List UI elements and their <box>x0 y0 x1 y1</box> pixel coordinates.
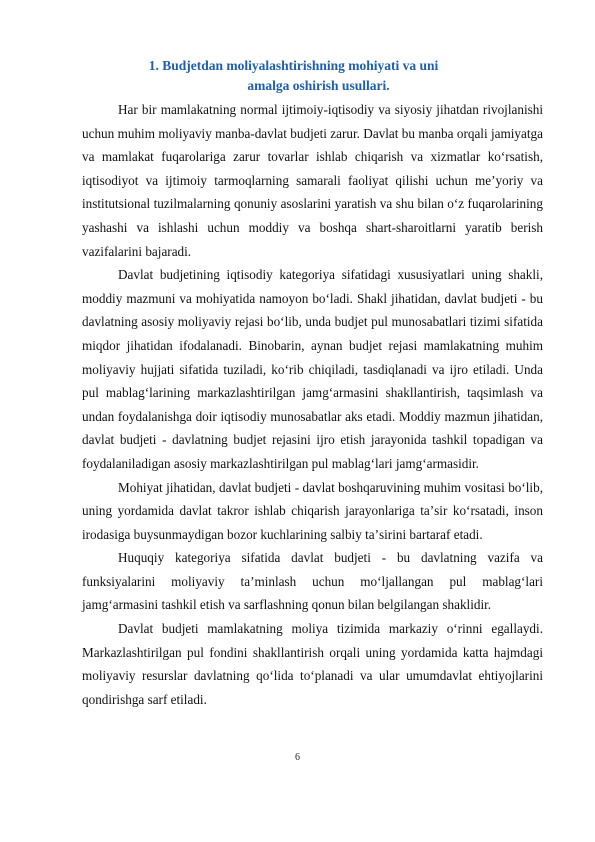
paragraph-4: Huquqiy kategoriya sifatida davlat budjeti - bu davlatning vazifa va funksiyalarini moliyaviy taʼminlash uchun moʻljallangan pul mablagʻlari jamgʻarmasini tashkil etish va sarflashning qonun bilan belgilangan shaklidir. <box>82 550 543 613</box>
paragraph-5: Davlat budjeti mamlakatning moliya tizimida markaziy oʻrinni egallaydi. Markazlashtirilgan pul fondini shakllantirish orqali uning yordamida katta hajmdagi moliyaviy resurslar davlatning qoʻlida toʻplanadi va ular umumdavlat ehtiyojlarini qondirishga sarf etiladi. <box>82 621 543 707</box>
paragraph-1: Har bir mamlakatning normal ijtimoiy-iqtisodiy va siyosiy jihatdan rivojlanishi uchun muhim moliyaviy manba-davlat budjeti zarur. Davlat bu manba orqali jamiyatga va mamlakat fuqarolariga zarur tovarlar ishlab chiqarish va xizmatlar koʻrsatish, iqtisodiyot va ijtimoiy tarmoqlarning samarali faoliyat qilishi uchun meʼyoriy va institutsional tuzilmalarning qonuniy asoslarini yaratish va shu bilan oʻz fuqarolarining yashashi va ishlashi uchun moddiy va boshqa shart-sharoitlarni yaratib berish vazifalarini bajaradi. <box>82 102 543 259</box>
page-number: 6 <box>295 752 300 763</box>
section-heading-line-1: 1. Budjetdan moliyalashtirishning mohiyati va uni <box>148 58 439 73</box>
section-heading <box>82 56 543 96</box>
paragraph-3: Mohiyat jihatidan, davlat budjeti - davlat boshqaruvining muhim vositasi boʻlib, uning yordamida davlat takror ishlab chiqarish jarayonlariga taʼsir koʻrsatadi, inson irodasiga buysunmaydigan bozor kuchlarining salbiy taʼsirini bartaraf etadi. <box>82 479 543 542</box>
section-heading-line-2: amalga oshirish usullari. <box>247 78 390 93</box>
document-page <box>82 56 543 711</box>
paragraph-2: Davlat budjetining iqtisodiy kategoriya sifatidagi xususiyatlari uning shakli, moddiy mazmuni va mohiyatida namoyon boʻladi. Shakl jihatidan, davlat budjeti - bu davlatning asosiy moliyaviy rejasi boʻlib, unda budjet pul munosabatlari tizimi sifatida miqdor jihatidan ifodalanadi. Binobarin, aynan budjet rejasi mamlakatning muhim moliyaviy hujjati sifatida tuziladi, koʻrib chiqiladi, tasdiqlanadi va ijro etiladi. Unda pul mablagʻlarining markazlashtirilgan jamgʻarmasini shakllantirish, taqsimlash va undan foydalanishga doir iqtisodiy munosabatlar aks etadi. Moddiy mazmun jihatidan, davlat budjeti - davlatning budjet rejasini ijro etish jarayonida tashkil topadigan va foydalaniladigan asosiy markazlashtirilgan pul mablagʻlari jamgʻarmasidir. <box>82 267 543 471</box>
